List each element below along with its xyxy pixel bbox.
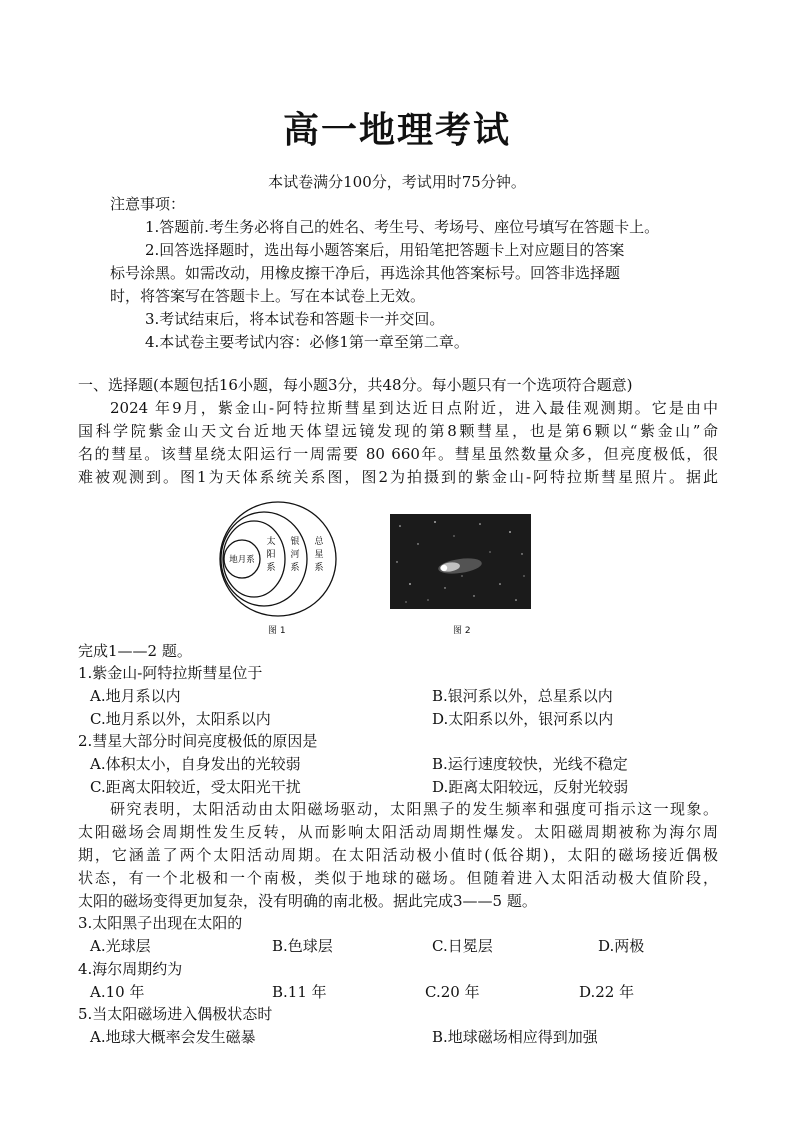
label-solar-3: 系: [266, 563, 276, 573]
celestial-system-diagram: [218, 500, 338, 618]
question-1-stem: 1.紫金山-阿特拉斯彗星位于: [78, 664, 263, 682]
question-2-option-b[interactable]: B.运行速度较快，光线不稳定: [432, 755, 628, 773]
label-universe-3: 系: [314, 563, 324, 573]
question-3-option-a[interactable]: A.光球层: [90, 937, 151, 955]
question-1-option-c[interactable]: C.地月系以外，太阳系以内: [90, 710, 271, 728]
question-1-option-b[interactable]: B.银河系以外，总星系以内: [432, 687, 613, 705]
exam-subtitle: 本试卷满分100分，考试用时75分钟。: [268, 173, 526, 191]
question-4-option-d[interactable]: D.22 年: [579, 983, 635, 1001]
question-3-stem: 3.太阳黑子出现在太阳的: [78, 914, 243, 932]
exam-title: 高一地理考试: [282, 110, 511, 151]
label-earth-moon: 地月系: [229, 555, 255, 565]
label-galaxy-1: 银: [290, 537, 300, 547]
label-universe-2: 星: [314, 550, 324, 560]
note-2a: 2.回答选择题时，选出每小题答案后，用铅笔把答题卡上对应题目的答案: [145, 241, 625, 259]
passage-1-line-2: 国科学院紫金山天文台近地天体望远镜发现的第8颗彗星，也是第6颗以“紫金山”命: [78, 422, 718, 440]
figure-2-caption: 图 2: [453, 626, 471, 636]
question-4-option-c[interactable]: C.20 年: [425, 983, 480, 1001]
question-5-option-b[interactable]: B.地球磁场相应得到加强: [432, 1028, 598, 1046]
passage-2-line-1: 研究表明，太阳活动由太阳磁场驱动，太阳黑子的发生频率和强度可指示这一现象。: [110, 800, 718, 818]
comet-photo: [390, 514, 531, 609]
question-4-option-b[interactable]: B.11 年: [272, 983, 327, 1001]
note-4: 4.本试卷主要考试内容：必修1第一章至第二章。: [145, 333, 469, 351]
label-solar-1: 太: [266, 537, 276, 547]
section-heading: 一、选择题(本题包括16小题，每小题3分，共48分。每小题只有一个选项符合题意): [78, 376, 633, 394]
question-4-option-a[interactable]: A.10 年: [90, 983, 145, 1001]
question-3-option-b[interactable]: B.色球层: [272, 937, 333, 955]
question-5-option-a[interactable]: A.地球大概率会发生磁暴: [90, 1028, 256, 1046]
question-3-option-d[interactable]: D.两极: [598, 937, 645, 955]
passage-1-line-3: 名的彗星。该彗星绕太阳运行一周需要 80 660年。彗星虽然数量众多，但亮度极低，很: [78, 445, 718, 463]
passage-1-line-5: 完成1——2 题。: [78, 642, 192, 660]
passage-1-line-4: 难被观测到。图1为天体系统关系图，图2为拍摄到的紫金山-阿特拉斯彗星照片。据此: [78, 468, 718, 486]
label-galaxy-2: 河: [290, 550, 300, 560]
question-4-stem: 4.海尔周期约为: [78, 960, 183, 978]
notes-heading: 注意事项：: [110, 195, 186, 213]
passage-2-line-4: 状态，有一个北极和一个南极，类似于地球的磁场。但随着进入太阳活动极大值阶段，: [78, 869, 718, 887]
question-1-option-a[interactable]: A.地月系以内: [90, 687, 181, 705]
question-2-option-d[interactable]: D.距离太阳较远，反射光较弱: [432, 778, 629, 796]
label-galaxy-3: 系: [290, 563, 300, 573]
question-2-option-a[interactable]: A.体积太小，自身发出的光较弱: [90, 755, 301, 773]
passage-1-line-1: 2024 年9月，紫金山-阿特拉斯彗星到达近日点附近，进入最佳观测期。它是由中: [110, 399, 718, 417]
passage-2-line-2: 太阳磁场会周期性发生反转，从而影响太阳活动周期性爆发。太阳磁周期被称为海尔周: [78, 823, 718, 841]
note-2b: 标号涂黑。如需改动，用橡皮擦干净后，再选涂其他答案标号。回答非选择题: [110, 264, 621, 282]
note-3: 3.考试结束后，将本试卷和答题卡一并交回。: [145, 310, 445, 328]
passage-2-line-5: 太阳的磁场变得更加复杂，没有明确的南北极。据此完成3——5 题。: [78, 892, 537, 910]
question-2-stem: 2.彗星大部分时间亮度极低的原因是: [78, 732, 318, 750]
note-1: 1.答题前.考生务必将自己的姓名、考生号、考场号、座位号填写在答题卡上。: [145, 218, 660, 236]
label-universe-1: 总: [314, 537, 324, 547]
question-1-option-d[interactable]: D.太阳系以外，银河系以内: [432, 710, 614, 728]
question-2-option-c[interactable]: C.距离太阳较近，受太阳光干扰: [90, 778, 301, 796]
figure-1-caption: 图 1: [268, 626, 286, 636]
note-2c: 时，将答案写在答题卡上。写在本试卷上无效。: [110, 287, 426, 305]
question-5-stem: 5.当太阳磁场进入偶极状态时: [78, 1005, 273, 1023]
question-3-option-c[interactable]: C.日冕层: [432, 937, 493, 955]
passage-2-line-3: 期，它涵盖了两个太阳活动周期。在太阳活动极小值时(低谷期)，太阳的磁场接近偶极: [78, 846, 718, 864]
label-solar-2: 阳: [266, 550, 276, 560]
